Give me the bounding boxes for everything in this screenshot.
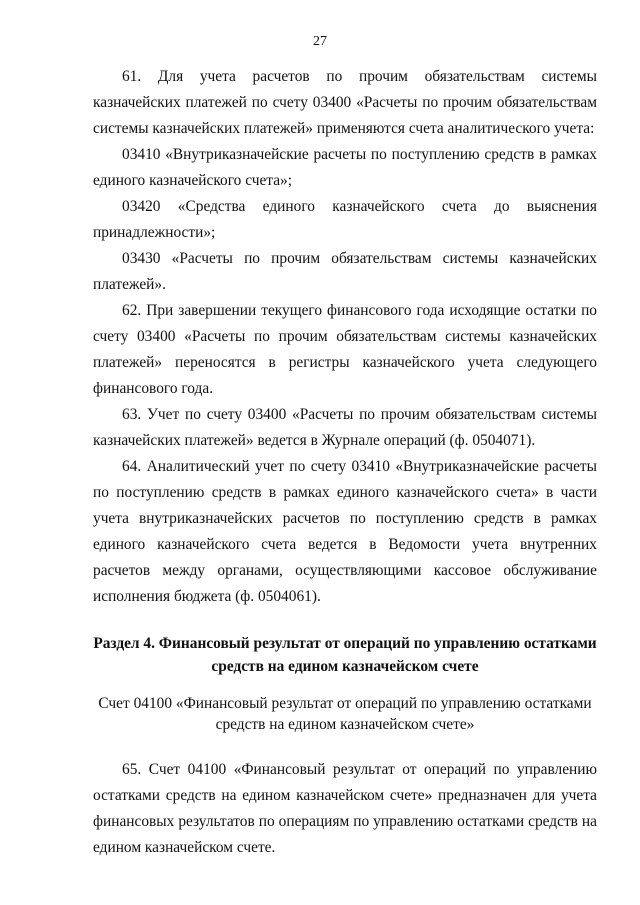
paragraph-61: 61. Для учета расчетов по прочим обязательствам системы казначейских платежей по счету 03400 «Расчеты по прочим обязательствам системы казначейских платежей» применяются счета аналитического учета:: [93, 68, 597, 137]
section-heading: [93, 632, 597, 678]
section-heading-line: средств на едином казначейском счете: [211, 658, 479, 675]
account-heading-line: средств на едином казначейском счете»: [215, 716, 475, 733]
paragraph-65: 65. Счет 04100 «Финансовый результат от операций по управлению остатками средств на едином казначейском счете» предназначен для учета финансовых результатов по операциям по управлению остатками средств на едином казначейском счете.: [93, 761, 597, 856]
account-heading-line: Счет 04100 «Финансовый результат от операций по управлению остатками: [98, 695, 592, 712]
account-item-03420: 03420 «Средства единого казначейского счета до выяснения принадлежности»;: [93, 198, 597, 241]
paragraph-64: 64. Аналитический учет по счету 03410 «Внутриказначейские расчеты по поступлению средств в рамках единого казначейского счета» в части учета внутриказначейских расчетов по поступлению средств в рамках единого казначейского счета ведется в Ведомости учета внутренних расчетов между органами, осуществляющими кассовое обслуживание исполнения бюджета (ф. 0504061).: [93, 458, 597, 605]
section-heading-line: Раздел 4. Финансовый результат от операций по управлению остатками: [93, 635, 597, 652]
page-number: 27: [313, 34, 327, 49]
account-heading: [93, 693, 597, 735]
paragraph-63: 63. Учет по счету 03400 «Расчеты по прочим обязательствам системы казначейских платежей» ведется в Журнале операций (ф. 0504071).: [93, 406, 597, 449]
document-body: [93, 64, 597, 861]
paragraph-62: 62. При завершении текущего финансового года исходящие остатки по счету 03400 «Расчеты по прочим обязательствам системы казначейских платежей» переносятся в регистры казначейского учета следующего финансового года.: [93, 302, 597, 397]
account-item-03430: 03430 «Расчеты по прочим обязательствам системы казначейских платежей».: [93, 250, 597, 293]
account-item-03410: 03410 «Внутриказначейские расчеты по поступлению средств в рамках единого казначейского счета»;: [93, 146, 597, 189]
